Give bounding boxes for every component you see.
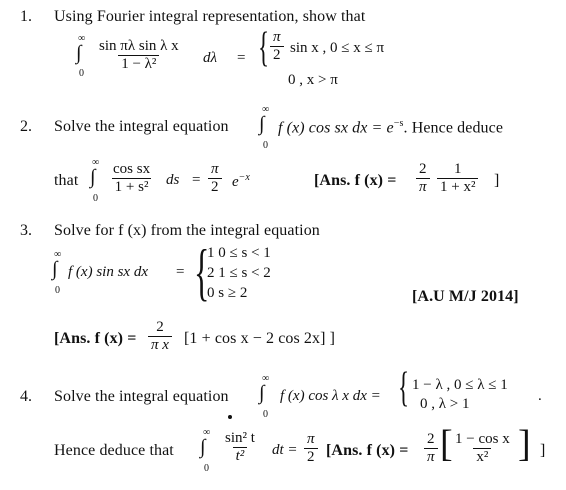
problem-2-statement: Solve the integral equation	[54, 118, 229, 135]
lhs-denominator: 1 − λ²	[118, 55, 159, 73]
problem-3-answer-fraction	[148, 319, 172, 354]
problem-4-deduce-integral-upper: ∞	[203, 427, 211, 438]
deduce-denominator: 1 + s²	[112, 178, 152, 196]
answer-denominator-1: π	[424, 448, 438, 466]
problem-4-deduce: Hence deduce that	[54, 442, 174, 459]
answer-numerator-2: 1	[453, 161, 462, 177]
problem-4-integral-lower: 0	[263, 409, 268, 420]
problem-4-deduce-rhs-fraction	[304, 431, 318, 466]
problem-4-deduce-tail: dt =	[272, 442, 298, 458]
problem-2-integral-sign: ∫	[259, 113, 265, 135]
deduce-numerator: cos sx	[113, 161, 151, 177]
problem-4-deduce-integral-sign: ∫	[200, 436, 206, 458]
case1-denominator: 2	[270, 46, 284, 64]
answer-denominator-2: x²	[473, 448, 491, 466]
answer-denominator-2: 1 + x²	[437, 178, 478, 196]
problem-2-deduce-tail: ds	[166, 172, 180, 188]
problem-2-deduce-integral-lower: 0	[93, 193, 98, 204]
deduce-denominator: t²	[233, 447, 248, 465]
problem-2-answer-fraction-2	[437, 161, 478, 196]
deduce-numerator: sin² t	[225, 430, 255, 446]
answer-numerator: 2	[156, 319, 164, 335]
problem-4-answer-right-bracket: ]	[518, 423, 531, 465]
answer-denominator: π x	[148, 336, 172, 354]
deduce-exp-base: e	[232, 174, 239, 190]
problem-2-integral-lower: 0	[263, 140, 268, 151]
problem-4-cases-brace: {	[398, 365, 410, 411]
problem-2-deduce-integral-upper: ∞	[92, 157, 100, 168]
problem-1-lhs-tail: dλ	[203, 50, 217, 66]
problem-4-answer-fraction-2	[452, 431, 513, 466]
answer-numerator-1: 2	[427, 431, 435, 447]
problem-4-equation-body: f (x) cos λ x dx =	[280, 388, 381, 404]
problem-1-case1-fraction	[270, 29, 284, 64]
problem-2-equation-tail: . Hence deduce	[403, 119, 504, 137]
deduce-rhs-numerator: π	[211, 161, 219, 177]
problem-4-integral-upper: ∞	[262, 373, 270, 384]
problem-2-number: 2.	[20, 118, 32, 135]
problem-4-answer-suffix: ]	[540, 442, 546, 459]
problem-3-statement: Solve for f (x) from the integral equation	[54, 222, 320, 239]
problem-2-equation-body: f (x) cos sx dx = e	[278, 119, 394, 137]
lhs-numerator: sin πλ sin λ x	[99, 38, 179, 54]
print-speck	[228, 415, 232, 419]
problem-4-answer-prefix: [Ans. f (x) =	[326, 442, 409, 459]
problem-1-cases-brace: {	[258, 25, 270, 71]
problem-4-deduce-integral-lower: 0	[204, 463, 209, 474]
problem-3-integral-lower: 0	[55, 285, 60, 296]
problem-4-case-2: 0 , λ > 1	[420, 396, 470, 412]
problem-3-answer-prefix: [Ans. f (x) =	[54, 330, 137, 347]
problem-1-number: 1.	[20, 8, 32, 25]
problem-1-integral-upper: ∞	[78, 33, 86, 44]
answer-numerator-1: 2	[419, 161, 427, 177]
problem-4-integral-sign: ∫	[259, 382, 265, 404]
problem-3-equals: =	[176, 264, 185, 280]
problem-3-case-2: 2 1 ≤ s < 2	[207, 265, 271, 281]
answer-numerator-2: 1 − cos x	[455, 431, 510, 447]
problem-3-case-3: 0 s ≥ 2	[207, 285, 248, 301]
problem-3-integral-upper: ∞	[54, 249, 62, 260]
problem-2-answer-prefix: [Ans. f (x) =	[314, 172, 397, 189]
problem-3-cases-brace: {	[194, 236, 210, 307]
deduce-rhs-denominator: 2	[304, 448, 318, 466]
problem-4-answer-left-bracket: [	[440, 423, 453, 465]
problem-3-equation-body: f (x) sin sx dx	[68, 264, 148, 280]
problem-2-answer-fraction-1	[416, 161, 430, 196]
problem-2-answer-suffix: ]	[494, 172, 500, 189]
problem-3-number: 3.	[20, 222, 32, 239]
problem-1-statement: Using Fourier integral representation, show that	[54, 8, 366, 25]
deduce-exp-sup: −x	[238, 172, 250, 183]
problem-3-integral-sign: ∫	[52, 258, 58, 280]
problem-4-deduce-fraction	[222, 430, 258, 465]
problem-4-case-1: 1 − λ , 0 ≤ λ ≤ 1	[412, 377, 508, 393]
problem-3-source: [A.U M/J 2014]	[412, 288, 519, 305]
deduce-rhs-denominator: 2	[208, 178, 222, 196]
problem-1-case2: 0 , x > π	[288, 72, 338, 88]
problem-2-deduce-rhs-fraction	[208, 161, 222, 196]
problem-4-period: .	[538, 388, 542, 404]
problem-4-number: 4.	[20, 388, 32, 405]
problem-3-answer-suffix: [1 + cos x − 2 cos 2x] ]	[184, 330, 336, 347]
problem-1-case1: sin x , 0 ≤ x ≤ π	[290, 40, 385, 56]
problem-4-statement: Solve the integral equation	[54, 388, 229, 405]
case1-numerator: π	[273, 29, 281, 45]
problem-1-integral-sign: ∫	[76, 42, 82, 64]
problem-2-integral-upper: ∞	[262, 104, 270, 115]
problem-1-integral-lower: 0	[79, 68, 84, 79]
problem-2-deduce-word: that	[54, 172, 79, 189]
problem-2-deduce-equals: =	[192, 172, 201, 188]
problem-2-deduce-fraction	[110, 161, 153, 196]
problem-2-equation	[278, 118, 503, 137]
deduce-rhs-numerator: π	[307, 431, 315, 447]
problem-1-lhs-fraction	[96, 38, 182, 73]
problem-2-exponent: −s	[393, 118, 404, 129]
problem-3-case-1: 1 0 ≤ s < 1	[207, 245, 271, 261]
problem-2-deduce-exp	[232, 172, 250, 191]
problem-2-deduce-integral-sign: ∫	[90, 166, 96, 188]
answer-denominator-1: π	[416, 178, 430, 196]
problem-4-answer-fraction-1	[424, 431, 438, 466]
problem-1-equals: =	[237, 50, 246, 66]
